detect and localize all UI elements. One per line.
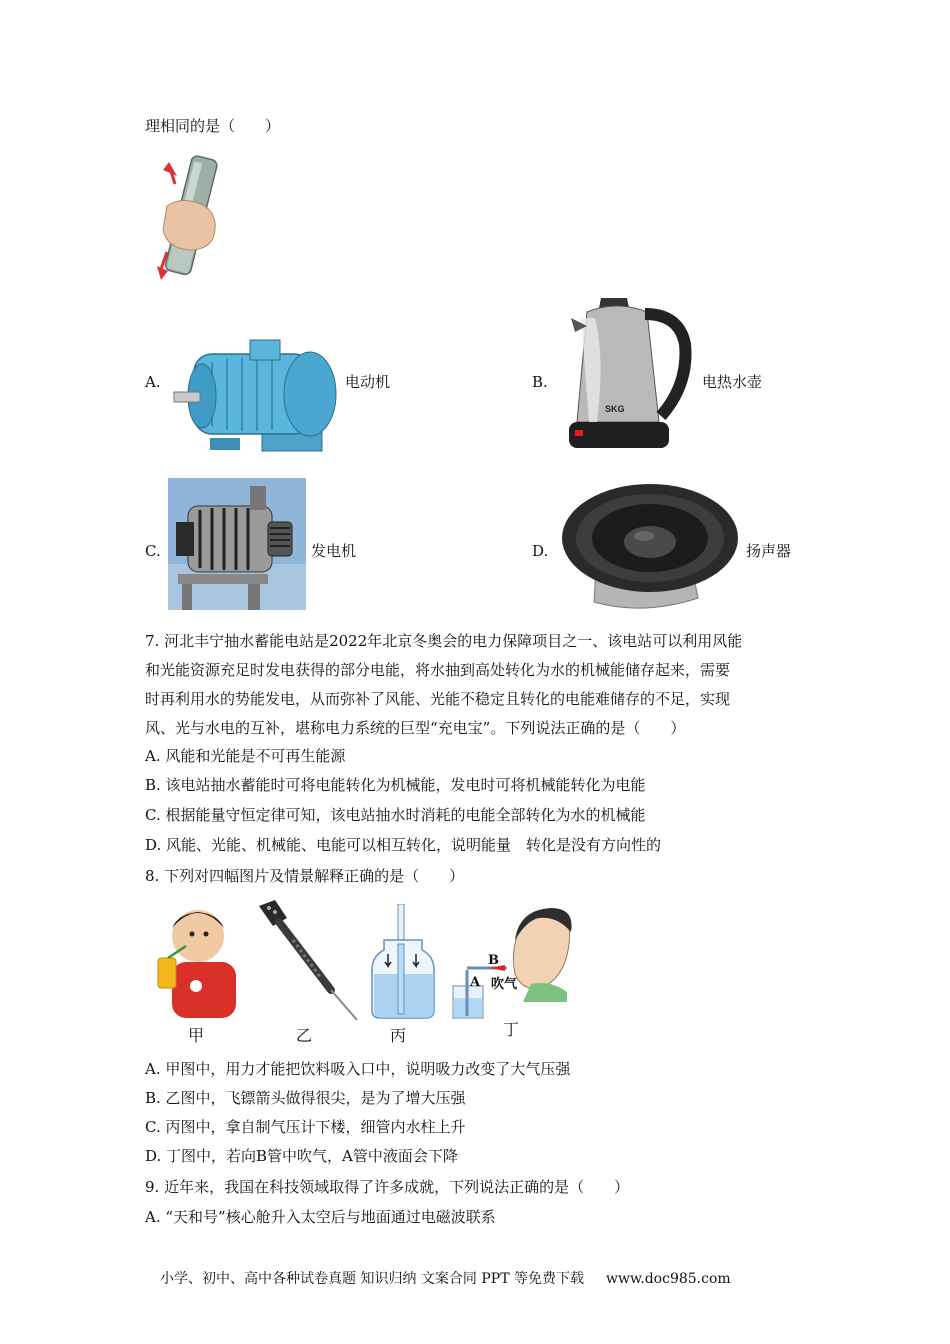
tube-b-label: B xyxy=(488,953,499,968)
option-a-letter: A. xyxy=(145,373,161,391)
boy-drinking-straw-image xyxy=(150,900,240,1020)
fig-label-ding: 丁 xyxy=(503,1020,520,1039)
q8-stem: 8. 下列对四幅图片及情景解释正确的是（ ） xyxy=(145,867,465,885)
page-footer xyxy=(160,1268,731,1288)
loudspeaker-image xyxy=(560,482,740,612)
electric-motor-image xyxy=(172,326,342,461)
tube-a-label: A xyxy=(470,975,481,990)
q8-option-a: A. 甲图中，用力才能把饮料吸入口中，说明吸力改变了大气压强 xyxy=(145,1060,571,1078)
fig-label-bing: 丙 xyxy=(390,1026,407,1045)
fig-label-jia: 甲 xyxy=(188,1026,205,1045)
q7-stem-line-4: 风、光与水电的互补，堪称电力系统的巨型“充电宝”。下列说法正确的是（ ） xyxy=(145,719,686,737)
q7-stem-line-1: 7. 河北丰宁抽水蓄能电站是2022年北京冬奥会的电力保障项目之一、该电站可以利用风能 xyxy=(145,632,743,650)
q8-option-d: D. 丁图中，若向B管中吹气，A管中液面会下降 xyxy=(145,1147,458,1165)
q8-option-c: C. 丙图中，拿自制气压计下楼，细管内水柱上升 xyxy=(145,1118,466,1136)
svg-text:SKG: SKG xyxy=(605,404,625,414)
footer-url[interactable]: www.doc985.com xyxy=(605,1271,731,1287)
q9-stem: 9. 近年来，我国在科技领域取得了许多成就，下列说法正确的是（ ） xyxy=(145,1178,630,1196)
shake-flashlight-illustration xyxy=(145,148,235,283)
fig-label-yi: 乙 xyxy=(296,1026,313,1045)
footer-text: 小学、初中、高中各种试卷真题 知识归纳 文案合同 PPT 等免费下载 xyxy=(160,1271,584,1287)
option-b-letter: B. xyxy=(532,373,548,391)
homemade-barometer-image xyxy=(370,904,440,1022)
dart-image xyxy=(255,898,365,1024)
option-c-letter: C. xyxy=(145,542,161,560)
q7-option-c: C. 根据能量守恒定律可知，该电站抽水时消耗的电能全部转化为水的机械能 xyxy=(145,806,646,824)
option-d-label: 扬声器 xyxy=(746,542,792,560)
blow-air-label: 吹气 xyxy=(491,977,518,992)
option-a-label: 电动机 xyxy=(345,373,391,391)
q7-option-d: D. 风能、光能、机械能、电能可以相互转化，说明能量 转化是没有方向性的 xyxy=(145,836,662,854)
electric-kettle-image xyxy=(565,294,693,458)
q9-option-a: A. “天和号”核心舱升入太空后与地面通过电磁波联系 xyxy=(145,1208,496,1226)
option-c-label: 发电机 xyxy=(311,542,357,560)
generator-image xyxy=(168,478,306,610)
q8-option-b: B. 乙图中，飞镖箭头做得很尖，是为了增大压强 xyxy=(145,1089,466,1107)
blowing-tube-experiment-image xyxy=(445,900,573,1026)
q7-stem-line-3: 时再利用水的势能发电，从而弥补了风能、光能不稳定且转化的电能难储存的不足，实现 xyxy=(145,690,731,708)
q7-option-a: A. 风能和光能是不可再生能源 xyxy=(145,747,346,765)
option-b-label: 电热水壶 xyxy=(702,373,763,391)
q7-stem-line-2: 和光能资源充足时发电获得的部分电能，将水抽到高处转化为水的机械能储存起来，需要 xyxy=(145,661,731,679)
q6-stem-tail: 理相同的是（ ） xyxy=(145,117,281,135)
option-d-letter: D. xyxy=(532,542,549,560)
q7-option-b: B. 该电站抽水蓄能时可将电能转化为机械能，发电时可将机械能转化为电能 xyxy=(145,776,646,794)
